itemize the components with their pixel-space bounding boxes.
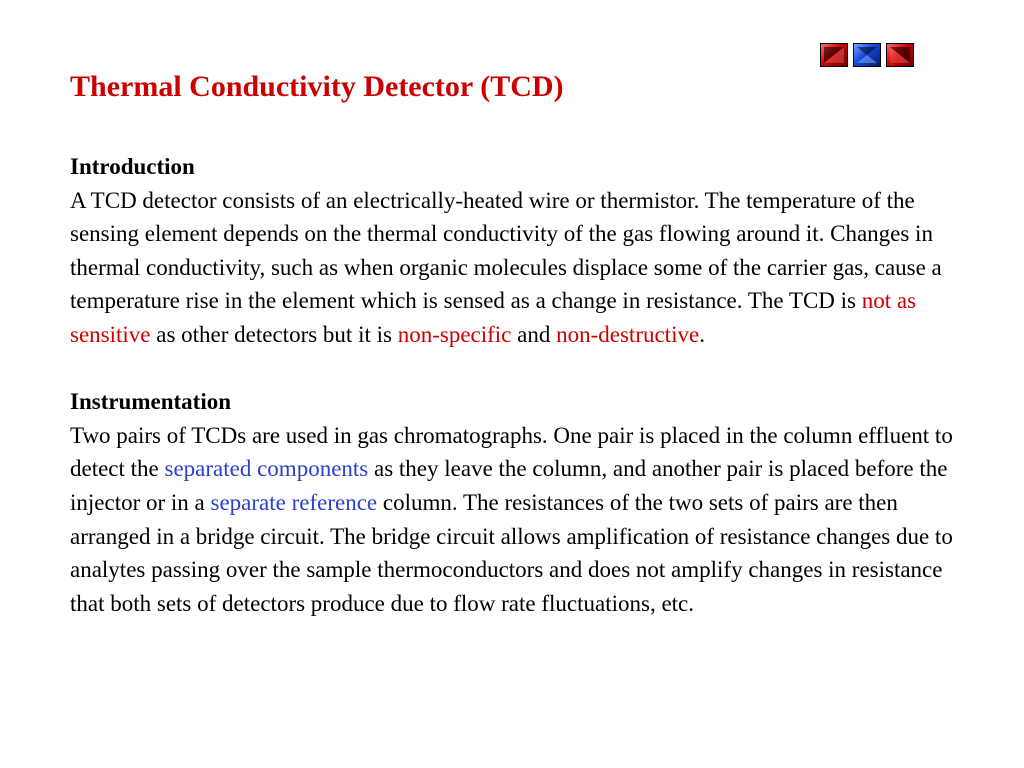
slide-navigation — [820, 43, 914, 67]
instr-highlight-separated-components: separated components — [164, 456, 369, 482]
cross-home-icon — [854, 44, 880, 66]
intro-text-2: as other detectors but it is — [150, 321, 398, 347]
section-spacer — [70, 352, 980, 386]
intro-text-4: . — [699, 321, 705, 347]
introduction-paragraph — [70, 184, 980, 352]
intro-highlight-non-specific: non-specific — [397, 321, 512, 347]
intro-text-1: A TCD detector consists of an electrically-heated wire or thermistor. The temperature of the sensing element depends on the thermal conductivity of the gas flowing around it. Changes in thermal conductivity, such as when organic molecules displace some of the carrier gas, cause a temperature rise in the element which is sensed as a change in resistance. The TCD is — [70, 187, 942, 314]
home-slide-button[interactable] — [853, 43, 881, 67]
intro-text-3: and — [511, 321, 557, 347]
slide-body — [70, 150, 980, 620]
instr-text-2: as they leave the column, and another pair is placed before the injector or in a — [70, 456, 948, 515]
instr-text-1: Two pairs of TCDs are used in gas chromatographs. One pair is placed in the column effluent to detect the — [70, 422, 953, 482]
triangle-right-icon — [887, 44, 913, 66]
instr-highlight-separate-reference: separate reference — [210, 489, 378, 515]
intro-highlight-non-destructive: non-destructive — [556, 321, 700, 347]
triangle-left-icon — [821, 44, 847, 66]
instrumentation-heading: Instrumentation — [70, 389, 232, 415]
introduction-heading: Introduction — [70, 154, 195, 179]
intro-highlight-not-as-sensitive: not as sensitive — [70, 288, 917, 347]
instr-text-3: column. The resistances of the two sets of pairs are then arranged in a bridge circuit. The bridge circuit allows amplification of resistance changes due to analytes passing over the sample thermoconductors and does not amplify changes in resistance that both sets of detectors produce due to flow rate fluctuations, etc. — [70, 489, 953, 616]
page-title: Thermal Conductivity Detector (TCD) — [70, 70, 564, 103]
prev-slide-button[interactable] — [820, 43, 848, 67]
instrumentation-paragraph — [70, 419, 980, 621]
next-slide-button[interactable] — [886, 43, 914, 67]
